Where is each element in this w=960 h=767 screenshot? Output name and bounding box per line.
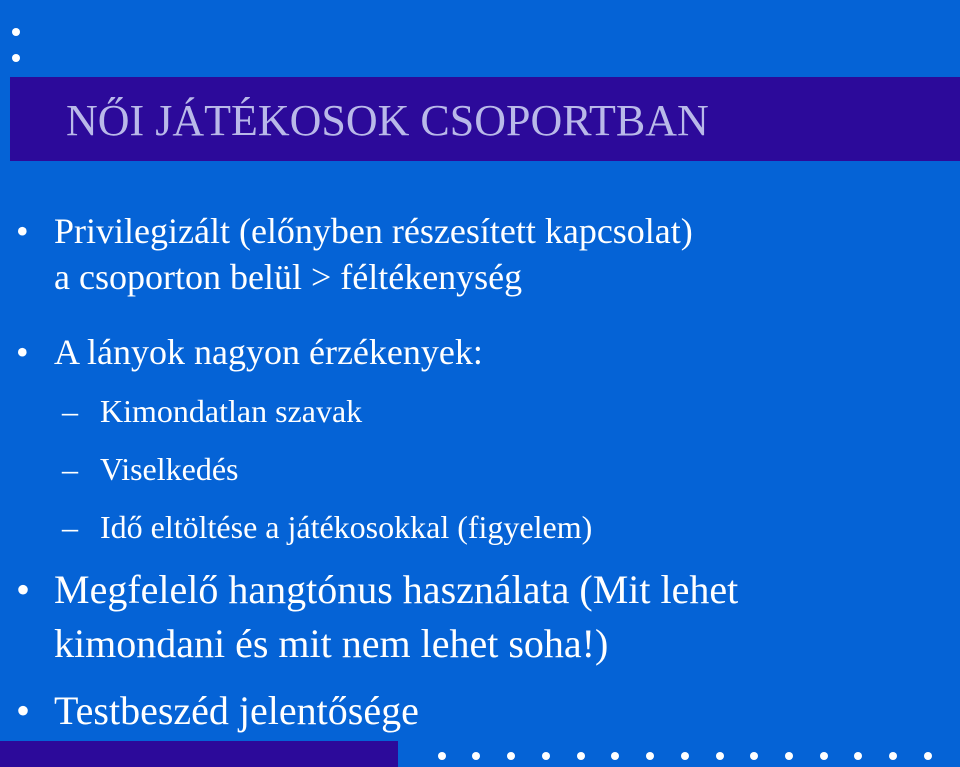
decorative-dot [12, 28, 20, 36]
bullet-line: Privilegizált (előnyben részesített kapcsolat) [54, 211, 693, 251]
bullet-line: Testbeszéd jelentősége [54, 688, 419, 733]
decorative-dot [438, 752, 446, 760]
bullet-line: A lányok nagyon érzékenyek: [54, 332, 483, 372]
decorative-dot [889, 752, 897, 760]
bullet-item [16, 208, 693, 300]
bullet-marker: • [16, 567, 31, 612]
bullet-marker: • [16, 332, 29, 372]
bullet-item [16, 684, 419, 738]
bullet-marker: • [16, 211, 29, 251]
sub-bullet-item [62, 507, 593, 547]
dash-marker: – [62, 451, 78, 487]
bottom-band [0, 741, 398, 767]
bullet-line: kimondani és mit nem lehet soha!) [54, 621, 609, 666]
decorative-dot [854, 752, 862, 760]
sub-bullet-item [62, 391, 363, 431]
decorative-dot [750, 752, 758, 760]
bullet-item [16, 563, 739, 671]
bullet-line: Kimondatlan szavak [100, 393, 363, 429]
bullet-line: Viselkedés [100, 451, 239, 487]
decorative-dot [820, 752, 828, 760]
decorative-dot [472, 752, 480, 760]
decorative-dot [507, 752, 515, 760]
slide-title: NŐI JÁTÉKOSOK CSOPORTBAN [66, 96, 709, 145]
decorative-dot [924, 752, 932, 760]
bullet-item [16, 329, 483, 375]
decorative-dot [12, 54, 20, 62]
decorative-dot [785, 752, 793, 760]
decorative-dot [542, 752, 550, 760]
decorative-dot [611, 752, 619, 760]
decorative-dot [646, 752, 654, 760]
dash-marker: – [62, 393, 78, 429]
bullet-line: a csoporton belül > féltékenység [54, 257, 523, 297]
dash-marker: – [62, 509, 78, 545]
bullet-line: Idő eltöltése a játékosokkal (figyelem) [100, 509, 593, 545]
decorative-dot [577, 752, 585, 760]
bullet-marker: • [16, 688, 31, 733]
sub-bullet-item [62, 449, 239, 489]
decorative-dot [716, 752, 724, 760]
decorative-dot [681, 752, 689, 760]
bullet-line: Megfelelő hangtónus használata (Mit lehet [54, 567, 739, 612]
